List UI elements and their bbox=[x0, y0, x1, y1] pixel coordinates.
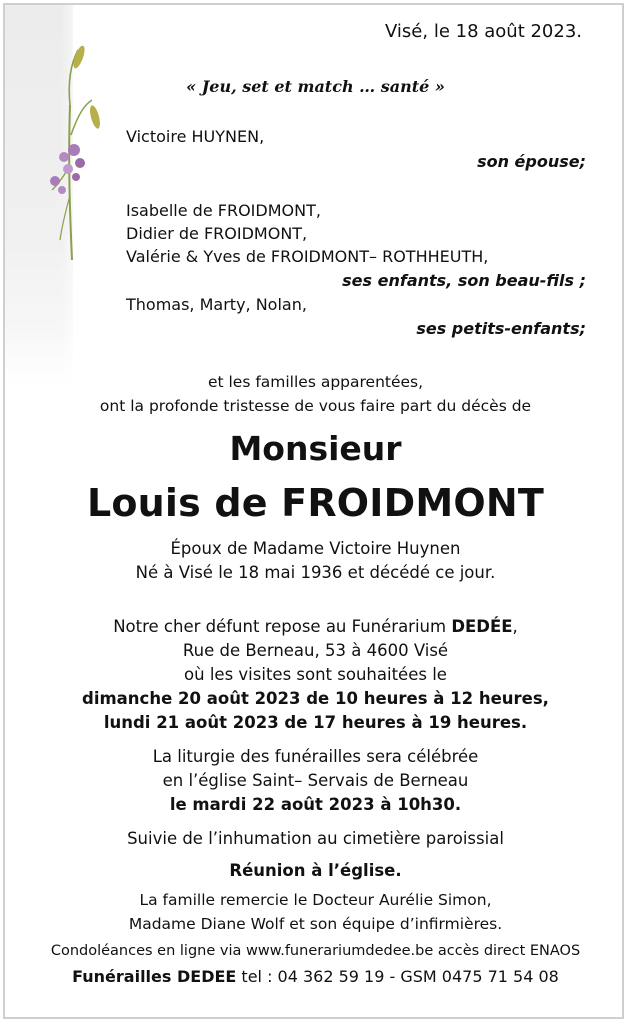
ceremony-church: en l’église Saint– Servais de Berneau bbox=[162, 771, 469, 790]
deceased-title: Monsieur bbox=[229, 429, 402, 468]
child-name: Didier de FROIDMONT, bbox=[126, 224, 308, 243]
child-name: Valérie & Yves de FROIDMONT– ROTHHEUTH, bbox=[126, 247, 489, 266]
intro-line: ont la profonde tristesse de vous faire part du décès de bbox=[99, 397, 532, 415]
visits-intro: où les visites sont souhaitées le bbox=[184, 665, 447, 684]
intro-line: et les familles apparentées, bbox=[207, 373, 424, 391]
meeting-line: Réunion à l’église. bbox=[229, 861, 402, 880]
spouse-line: Époux de Madame Victoire Huynen bbox=[170, 539, 461, 558]
burial-line: Suivie de l’inhumation au cimetière paroissial bbox=[127, 829, 504, 848]
condolences-line: Condoléances en ligne via www.funerariumdedee.be accès direct ENAOS bbox=[50, 943, 581, 959]
child-name: Isabelle de FROIDMONT, bbox=[126, 201, 321, 220]
funeral-home-suffix: , bbox=[512, 617, 518, 636]
ceremony-date: le mardi 22 août 2023 à 10h30. bbox=[169, 795, 462, 814]
company-name: Funérailles DEDEE bbox=[72, 967, 237, 986]
thanks-line: La famille remercie le Docteur Aurélie Simon, bbox=[139, 891, 492, 909]
contact-numbers: tel : 04 362 59 19 - GSM 0475 71 54 08 bbox=[236, 967, 559, 986]
funeral-home-prefix: Notre cher défunt repose au Funérarium bbox=[113, 617, 452, 636]
funeral-home-line bbox=[5, 617, 624, 636]
motto: « Jeu, set et match … santé » bbox=[186, 77, 445, 96]
spouse-name: Victoire HUYNEN, bbox=[126, 127, 265, 146]
visit-slot: dimanche 20 août 2023 de 10 heures à 12 heures, bbox=[82, 689, 549, 708]
children-role: ses enfants, son beau-fils ; bbox=[342, 271, 586, 290]
funeral-home-name: DEDÉE bbox=[451, 617, 513, 636]
grandchildren-names: Thomas, Marty, Nolan, bbox=[126, 295, 307, 314]
deceased-name: Louis de FROIDMONT bbox=[86, 481, 545, 525]
visit-slot: lundi 21 août 2023 de 17 heures à 19 heures. bbox=[103, 713, 528, 732]
ceremony-line: La liturgie des funérailles sera célébrée bbox=[152, 747, 479, 766]
contact-line bbox=[5, 967, 624, 986]
funeral-home-address: Rue de Berneau, 53 à 4600 Visé bbox=[182, 641, 449, 660]
thanks-line: Madame Diane Wolf et son équipe d’infirmières. bbox=[128, 915, 503, 933]
obituary-date: Visé, le 18 août 2023. bbox=[385, 21, 582, 42]
spouse-role: son épouse; bbox=[477, 152, 586, 171]
obituary-card bbox=[3, 3, 624, 1019]
dates-line: Né à Visé le 18 mai 1936 et décédé ce jour. bbox=[135, 563, 496, 582]
grandchildren-role: ses petits-enfants; bbox=[416, 319, 586, 338]
